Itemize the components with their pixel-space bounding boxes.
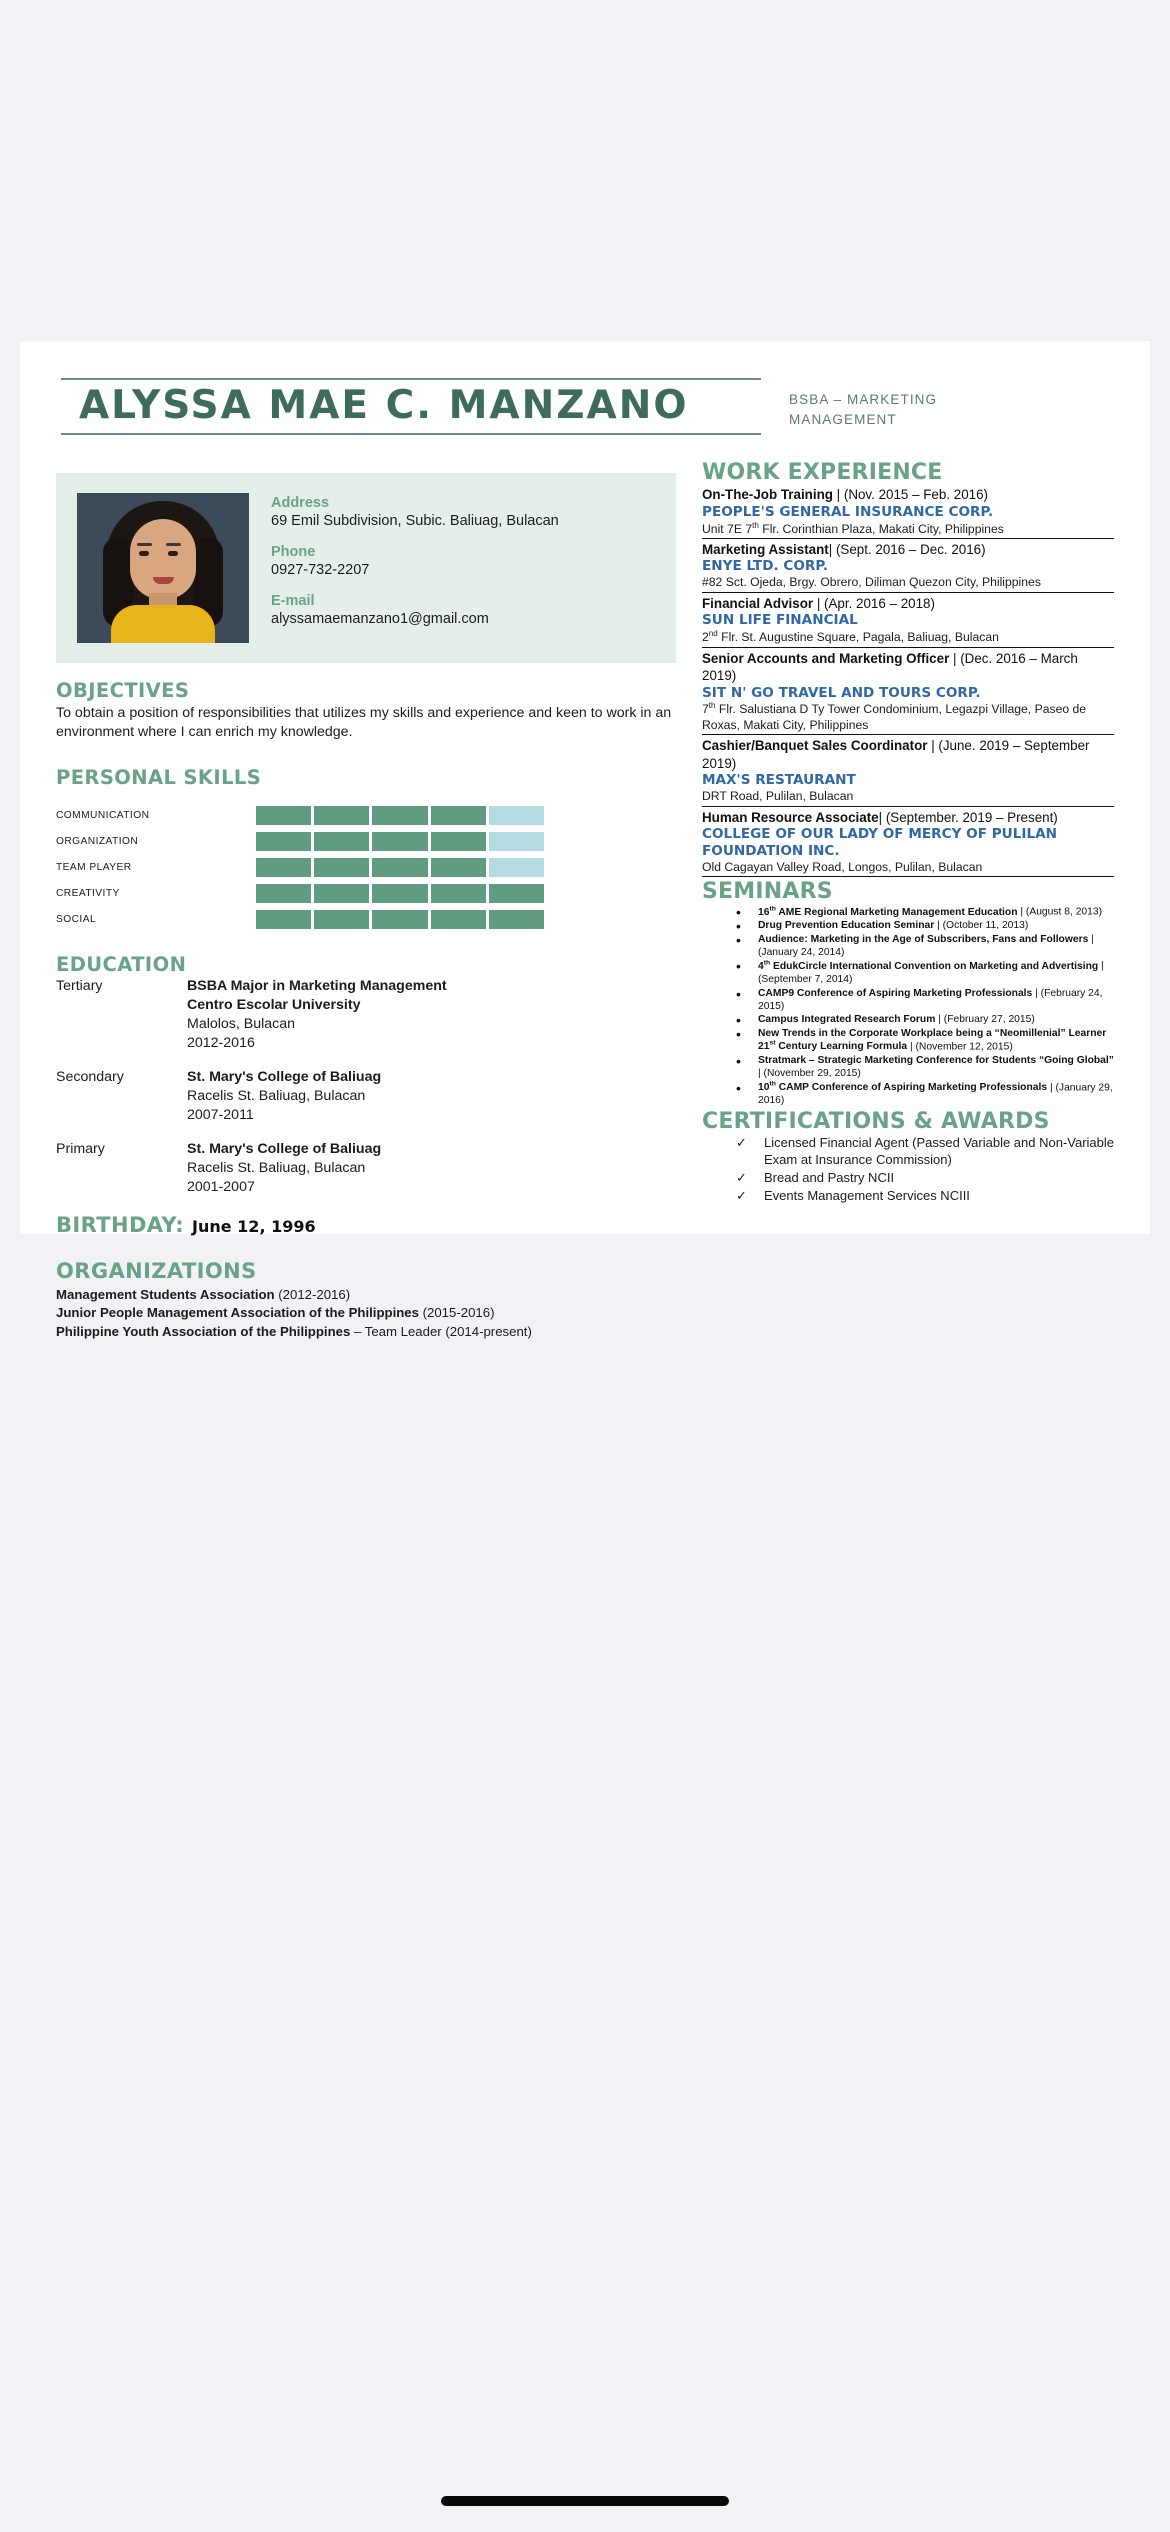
degree-line-1: BSBA – MARKETING bbox=[789, 392, 938, 407]
job-address: Old Cagayan Valley Road, Longos, Pulilan, Bulacan bbox=[702, 859, 983, 874]
education-location: Racelis St. Baliuag, Bulacan bbox=[187, 1088, 366, 1105]
skill-segment bbox=[256, 858, 311, 877]
work-experience-list bbox=[702, 486, 1114, 877]
education-details bbox=[187, 1068, 381, 1124]
organization-name: Junior People Management Association of the Philippines bbox=[56, 1305, 419, 1321]
education-level: Primary bbox=[56, 1141, 105, 1158]
identity-panel bbox=[56, 473, 676, 663]
skill-segment bbox=[256, 910, 311, 929]
avatar bbox=[77, 493, 249, 643]
skill-segment bbox=[489, 832, 544, 851]
job-title: Financial Advisor | (Apr. 2016 – 2018) bbox=[702, 595, 935, 611]
job-title: On-The-Job Training | (Nov. 2015 – Feb. 2016) bbox=[702, 487, 989, 503]
skill-row bbox=[56, 803, 676, 827]
job-address: #82 Sct. Ojeda, Brgy. Obrero, Diliman Quezon City, Philippines bbox=[702, 575, 1041, 590]
skill-segment bbox=[431, 884, 486, 903]
phone-value[interactable]: 0927-732-2207 bbox=[271, 562, 370, 579]
skill-track bbox=[256, 858, 544, 877]
skill-track bbox=[256, 910, 544, 929]
skill-label: TEAM PLAYER bbox=[56, 861, 132, 873]
organizations-section bbox=[56, 1259, 676, 1342]
organizations-heading: ORGANIZATIONS bbox=[56, 1258, 257, 1283]
education-years: 2001-2007 bbox=[187, 1178, 255, 1195]
skill-track bbox=[256, 806, 544, 825]
job-title: Human Resource Associate| (September. 2019 – Present) bbox=[702, 809, 1058, 825]
education-location: Racelis St. Baliuag, Bulacan bbox=[187, 1160, 366, 1177]
education-details bbox=[187, 1140, 381, 1196]
seminar-item bbox=[736, 1027, 1114, 1054]
seminar-date: | (February 24, 2015) bbox=[758, 987, 1103, 1012]
job-title: Marketing Assistant| (Sept. 2016 – Dec. 2016) bbox=[702, 542, 986, 558]
education-row bbox=[56, 1068, 676, 1124]
skill-segment bbox=[372, 858, 427, 877]
objectives-text: To obtain a position of responsibilities that utilizes my skills and experience and keen to work in an environment where I can enrich my knowledge. bbox=[56, 705, 672, 741]
name-block bbox=[61, 378, 761, 435]
organization-item bbox=[56, 1286, 676, 1305]
skill-row bbox=[56, 907, 676, 931]
seminar-date: | (January 24, 2014) bbox=[758, 933, 1094, 958]
right-column bbox=[702, 461, 1114, 1206]
job-address: Unit 7E 7th Flr. Corinthian Plaza, Makati City, Philippines bbox=[702, 520, 1004, 536]
seminar-date: | (February 27, 2015) bbox=[935, 1014, 1035, 1026]
certification-item: ✓ Events Management Services NCIII bbox=[736, 1188, 1114, 1205]
seminar-date: | (August 8, 2013) bbox=[1017, 906, 1103, 918]
skill-segment bbox=[256, 884, 311, 903]
skill-segment bbox=[256, 806, 311, 825]
education-years: 2012-2016 bbox=[187, 1034, 255, 1051]
certification-item: ✓ Bread and Pastry NCII bbox=[736, 1170, 1114, 1187]
education-degree: BSBA Major in Marketing Management bbox=[187, 978, 447, 995]
birthday-value: June 12, 1996 bbox=[192, 1216, 316, 1236]
skill-row bbox=[56, 829, 676, 853]
organization-item bbox=[56, 1304, 676, 1323]
certifications-heading: CERTIFICATIONS & AWARDS bbox=[702, 1108, 1050, 1134]
skill-label: ORGANIZATION bbox=[56, 835, 139, 847]
skill-segment bbox=[431, 832, 486, 851]
resume-header bbox=[61, 378, 1111, 435]
organizations-list bbox=[56, 1286, 676, 1342]
organization-detail: (2012-2016) bbox=[274, 1286, 351, 1302]
resume-document bbox=[20, 341, 1150, 1340]
skill-track bbox=[256, 884, 544, 903]
job-entry bbox=[702, 595, 1114, 648]
seminar-name: CAMP9 Conference of Aspiring Marketing Professionals bbox=[758, 987, 1033, 999]
seminar-item bbox=[736, 919, 1114, 932]
education-degree: St. Mary's College of Baliuag bbox=[187, 1141, 382, 1158]
skill-row bbox=[56, 881, 676, 905]
job-organization: ENYE LTD. CORP. bbox=[702, 558, 829, 575]
degree-line-2: MANAGEMENT bbox=[789, 411, 897, 427]
job-entry bbox=[702, 809, 1114, 878]
skill-segment bbox=[314, 910, 369, 929]
organization-name: Management Students Association bbox=[56, 1286, 275, 1302]
seminar-date: | (October 11, 2013) bbox=[934, 920, 1029, 932]
seminar-name: 4th EdukCircle International Convention on Marketing and Advertising bbox=[758, 959, 1099, 972]
skill-segment bbox=[256, 832, 311, 851]
job-address: 2nd Flr. St. Augustine Square, Pagala, Baliuag, Bulacan bbox=[702, 629, 999, 645]
address-label: Address bbox=[271, 495, 330, 511]
job-organization: COLLEGE OF OUR LADY OF MERCY OF PULILAN FOUNDATION INC. bbox=[702, 825, 1058, 859]
header-rule-bottom bbox=[61, 433, 761, 435]
skill-segment bbox=[372, 884, 427, 903]
seminar-item bbox=[736, 987, 1114, 1014]
skill-segment bbox=[431, 910, 486, 929]
degree-subtitle bbox=[761, 378, 1071, 429]
personal-skills-section bbox=[56, 766, 676, 931]
skill-segment bbox=[489, 884, 544, 903]
education-details bbox=[187, 977, 447, 1052]
seminars-section bbox=[702, 880, 1114, 1108]
organization-name: Philippine Youth Association of the Philippines bbox=[56, 1324, 351, 1340]
education-section bbox=[56, 953, 676, 1196]
objectives-section bbox=[56, 679, 676, 742]
job-entry bbox=[702, 650, 1114, 736]
skill-rating-chart bbox=[56, 803, 676, 931]
seminar-name: 16th AME Regional Marketing Management Education bbox=[758, 905, 1018, 918]
skill-segment bbox=[431, 858, 486, 877]
seminar-item bbox=[736, 1081, 1114, 1108]
work-experience-heading: WORK EXPERIENCE bbox=[702, 460, 943, 485]
seminar-date: | (November 12, 2015) bbox=[907, 1041, 1013, 1053]
organization-detail: (2015-2016) bbox=[418, 1305, 495, 1321]
home-indicator[interactable] bbox=[441, 2496, 729, 2506]
skill-segment bbox=[314, 884, 369, 903]
job-organization: MAX'S RESTAURANT bbox=[702, 772, 856, 789]
job-entry bbox=[702, 486, 1114, 539]
seminar-name: Audience: Marketing in the Age of Subscribers, Fans and Followers bbox=[758, 933, 1089, 945]
skill-segment bbox=[372, 910, 427, 929]
job-organization: SIT N' GO TRAVEL AND TOURS CORP. bbox=[702, 684, 981, 701]
skill-segment bbox=[314, 858, 369, 877]
skill-segment bbox=[372, 832, 427, 851]
seminar-name: Stratmark – Strategic Marketing Conference for Students “Going Global” bbox=[758, 1054, 1114, 1066]
education-heading: EDUCATION bbox=[56, 953, 187, 977]
email-value[interactable]: alyssamaemanzano1@gmail.com bbox=[271, 611, 489, 628]
page-title: ALYSSA MAE C. MANZANO bbox=[79, 383, 689, 428]
seminar-item bbox=[736, 959, 1114, 986]
skill-segment bbox=[489, 858, 544, 877]
education-location: Malolos, Bulacan bbox=[187, 1015, 296, 1032]
skill-segment bbox=[314, 806, 369, 825]
job-organization: SUN LIFE FINANCIAL bbox=[702, 612, 858, 629]
education-degree: St. Mary's College of Baliuag bbox=[187, 1069, 382, 1086]
seminar-name: Campus Integrated Research Forum bbox=[758, 1014, 936, 1026]
job-address: 7th Flr. Salustiana D Ty Tower Condominium, Legazpi Village, Paseo de Roxas, Makati City, Philippines bbox=[702, 701, 1087, 732]
education-years: 2007-2011 bbox=[187, 1106, 254, 1123]
phone-label: Phone bbox=[271, 544, 316, 561]
job-address: DRT Road, Pulilan, Bulacan bbox=[702, 789, 854, 804]
skill-segment bbox=[431, 806, 486, 825]
skill-label: COMMUNICATION bbox=[56, 809, 150, 821]
seminar-name: New Trends in the Corporate Workplace being a “Neomillenial” Learner 21st Century Learning Formula bbox=[758, 1027, 1107, 1053]
certification-item: ✓ Licensed Financial Agent (Passed Variable and Non-Variable Exam at Insurance Commission) bbox=[736, 1135, 1114, 1169]
seminar-date: | (January 29, 2016) bbox=[758, 1082, 1113, 1107]
organization-item bbox=[56, 1323, 676, 1342]
seminar-date: | (September 7, 2014) bbox=[758, 960, 1104, 986]
job-entry bbox=[702, 737, 1114, 806]
seminar-item bbox=[736, 933, 1114, 960]
seminars-heading: SEMINARS bbox=[702, 879, 833, 905]
seminar-item bbox=[736, 905, 1114, 919]
education-level: Secondary bbox=[56, 1069, 124, 1086]
skill-segment bbox=[314, 832, 369, 851]
skill-segment bbox=[489, 806, 544, 825]
skill-track bbox=[256, 832, 544, 851]
skill-label: CREATIVITY bbox=[56, 887, 120, 899]
skill-label: SOCIAL bbox=[56, 913, 97, 925]
seminar-name: 10th CAMP Conference of Aspiring Marketing Professionals bbox=[758, 1080, 1048, 1094]
job-title: Senior Accounts and Marketing Officer | (Dec. 2016 – March 2019) bbox=[702, 650, 1078, 684]
education-row bbox=[56, 1140, 676, 1196]
education-list bbox=[56, 977, 676, 1196]
skill-segment bbox=[372, 806, 427, 825]
education-school: Centro Escolar University bbox=[187, 997, 361, 1014]
certifications-list bbox=[702, 1135, 1114, 1205]
seminar-item bbox=[736, 1054, 1114, 1081]
contact-block bbox=[249, 473, 649, 663]
seminar-item bbox=[736, 1013, 1114, 1026]
education-level: Tertiary bbox=[56, 978, 103, 995]
organization-detail: – Team Leader (2014-present) bbox=[350, 1324, 532, 1340]
job-title: Cashier/Banquet Sales Coordinator | (June. 2019 – September 2019) bbox=[702, 738, 1090, 771]
birthday-label: BIRTHDAY: bbox=[56, 1212, 185, 1237]
seminar-date: | (November 29, 2015) bbox=[758, 1068, 861, 1080]
job-entry bbox=[702, 541, 1114, 593]
seminar-name: Drug Prevention Education Seminar bbox=[758, 920, 935, 932]
birthday-section bbox=[56, 1213, 676, 1237]
objectives-heading: OBJECTIVES bbox=[56, 679, 190, 702]
education-row bbox=[56, 977, 676, 1052]
seminars-list bbox=[702, 905, 1114, 1107]
personal-skills-heading: PERSONAL SKILLS bbox=[56, 766, 262, 790]
certifications-section bbox=[702, 1110, 1114, 1205]
email-label: E-mail bbox=[271, 593, 315, 610]
left-column bbox=[56, 473, 676, 1342]
job-organization: PEOPLE'S GENERAL INSURANCE CORP. bbox=[702, 503, 994, 520]
skill-segment bbox=[489, 910, 544, 929]
address-value: 69 Emil Subdivision, Subic. Baliuag, Bulacan bbox=[271, 513, 559, 529]
skill-row bbox=[56, 855, 676, 879]
